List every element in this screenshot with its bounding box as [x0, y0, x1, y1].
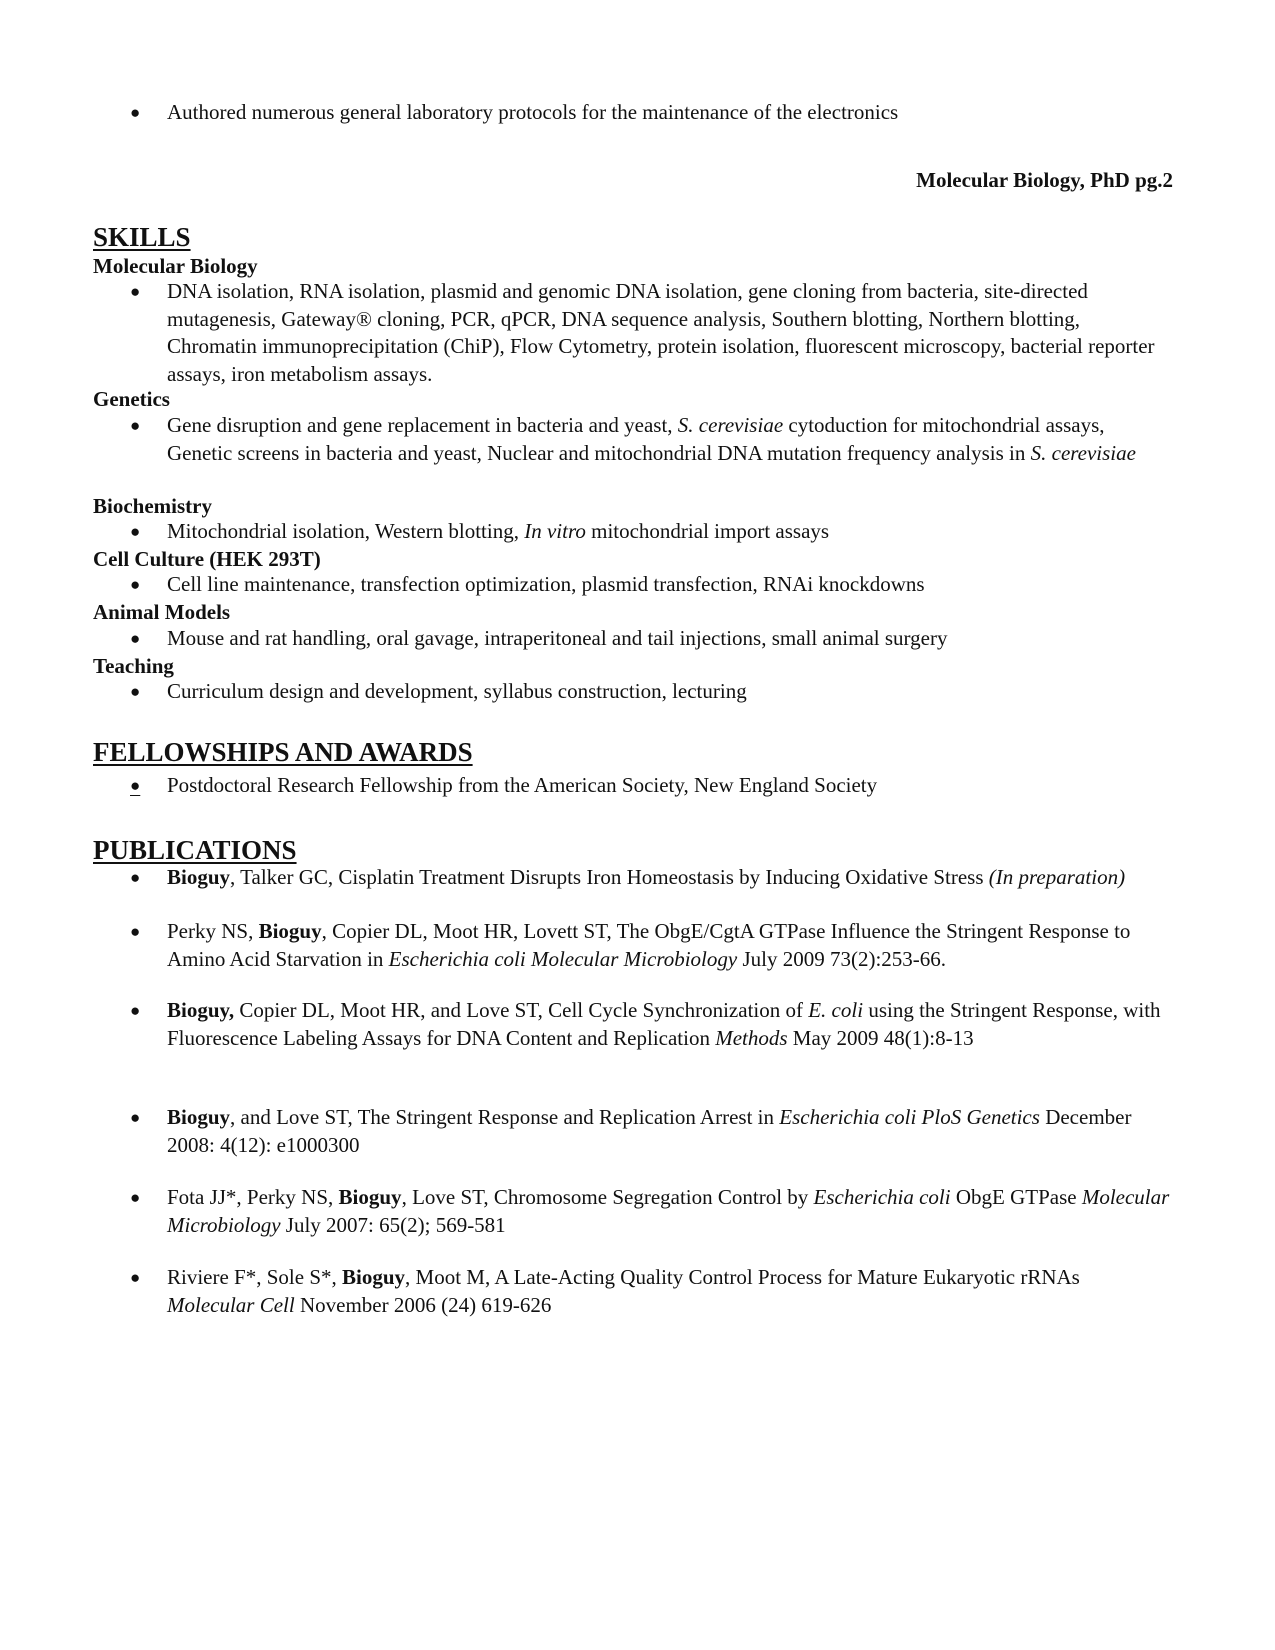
skill-heading-cell-culture: Cell Culture (HEK 293T) — [93, 547, 321, 571]
publication-text: Bioguy, and Love ST, The Stringent Response and Replication Arrest in Escherichia coli PloS Genetics December 2008: 4(12): e1000300 — [167, 1105, 1132, 1157]
bullet-icon: ● — [130, 922, 141, 941]
bullet-icon: ● — [130, 1268, 141, 1287]
page-header: Molecular Biology, PhD pg.2 — [916, 168, 1173, 192]
bullet-icon: ● — [130, 776, 141, 795]
skill-item-molecular-biology — [130, 278, 1170, 388]
bullet-icon: ● — [130, 629, 141, 648]
bullet-icon: ● — [130, 522, 141, 541]
bullet-icon: ● — [130, 575, 141, 594]
skill-item-genetics — [130, 412, 1170, 467]
publication-item — [130, 864, 1170, 892]
skill-heading-molecular-biology: Molecular Biology — [93, 254, 258, 278]
publication-text: Perky NS, Bioguy, Copier DL, Moot HR, Lovett ST, The ObgE/CgtA GTPase Influence the Stringent Response to Amino Acid Starvation in Escherichia coli Molecular Microbiology July 2009 73(2):253-66. — [167, 919, 1131, 971]
bullet-text: Authored numerous general laboratory protocols for the maintenance of the electronics — [167, 100, 899, 124]
skill-text: Mouse and rat handling, oral gavage, intraperitoneal and tail injections, small animal surgery — [167, 626, 948, 650]
fellowship-text: Postdoctoral Research Fellowship from the American Society, New England Society — [167, 773, 878, 797]
publication-text: Riviere F*, Sole S*, Bioguy, Moot M, A Late-Acting Quality Control Process for Mature Eukaryotic rRNAs Molecular Cell November 2006 (24) 619-626 — [167, 1265, 1080, 1317]
publication-item — [130, 918, 1170, 973]
skill-text: Mitochondrial isolation, Western blotting, In vitro mitochondrial import assays — [167, 519, 830, 543]
publication-item — [130, 1264, 1170, 1319]
publication-item — [130, 997, 1170, 1052]
bullet-icon: ● — [130, 1188, 141, 1207]
publication-item — [130, 1104, 1170, 1159]
fellowship-item — [130, 772, 1170, 800]
bullet-icon: ● — [130, 103, 141, 122]
bullet-icon: ● — [130, 1108, 141, 1127]
publication-text: Fota JJ*, Perky NS, Bioguy, Love ST, Chromosome Segregation Control by Escherichia coli ObgE GTPase Molecular Microbiology July 2007: 65(2); 569-581 — [167, 1185, 1170, 1237]
skill-heading-genetics: Genetics — [93, 387, 170, 411]
skill-heading-animal-models: Animal Models — [93, 600, 231, 624]
bullet-icon: ● — [130, 868, 141, 887]
publication-text: Bioguy, Talker GC, Cisplatin Treatment Disrupts Iron Homeostasis by Inducing Oxidative Stress (In preparation) — [167, 865, 1126, 889]
skill-item-biochemistry — [130, 518, 1170, 546]
section-title-fellowships: FELLOWSHIPS AND AWARDS — [93, 737, 473, 767]
skill-item-animal-models — [130, 625, 1170, 653]
experience-bullet — [130, 99, 1170, 127]
section-title-publications: PUBLICATIONS — [93, 835, 297, 865]
skill-item-cell-culture — [130, 571, 1170, 599]
publication-text: Bioguy, Copier DL, Moot HR, and Love ST, Cell Cycle Synchronization of E. coli using the Stringent Response, with Fluorescence Labeling Assays for DNA Content and Replication Methods May 2009 48(1):8-13 — [167, 998, 1161, 1050]
section-title-skills: SKILLS — [93, 222, 191, 252]
bullet-icon: ● — [130, 416, 141, 435]
skill-text: Gene disruption and gene replacement in bacteria and yeast, S. cerevisiae cytoduction for mitochondrial assays, Genetic screens in bacteria and yeast, Nuclear and mitochondrial DNA mutation frequency analysis in S. cerevisiae — [167, 413, 1136, 465]
skill-heading-teaching: Teaching — [93, 654, 174, 678]
bullet-icon: ● — [130, 682, 141, 701]
skill-item-teaching — [130, 678, 1170, 706]
publication-item — [130, 1184, 1170, 1239]
skill-text: DNA isolation, RNA isolation, plasmid and genomic DNA isolation, gene cloning from bacteria, site-directed mutagenesis, Gateway® cloning, PCR, qPCR, DNA sequence analysis, Southern blotting, Northern blotting, Chromatin immunoprecipitation (ChiP), Flow Cytometry, protein isolation, fluorescent microscopy, bacterial reporter assays, iron metabolism assays. — [167, 279, 1155, 386]
bullet-icon: ● — [130, 282, 141, 301]
skill-text: Cell line maintenance, transfection optimization, plasmid transfection, RNAi knockdowns — [167, 572, 925, 596]
skill-text: Curriculum design and development, syllabus construction, lecturing — [167, 679, 747, 703]
bullet-icon: ● — [130, 1001, 141, 1020]
skill-heading-biochemistry: Biochemistry — [93, 494, 212, 518]
